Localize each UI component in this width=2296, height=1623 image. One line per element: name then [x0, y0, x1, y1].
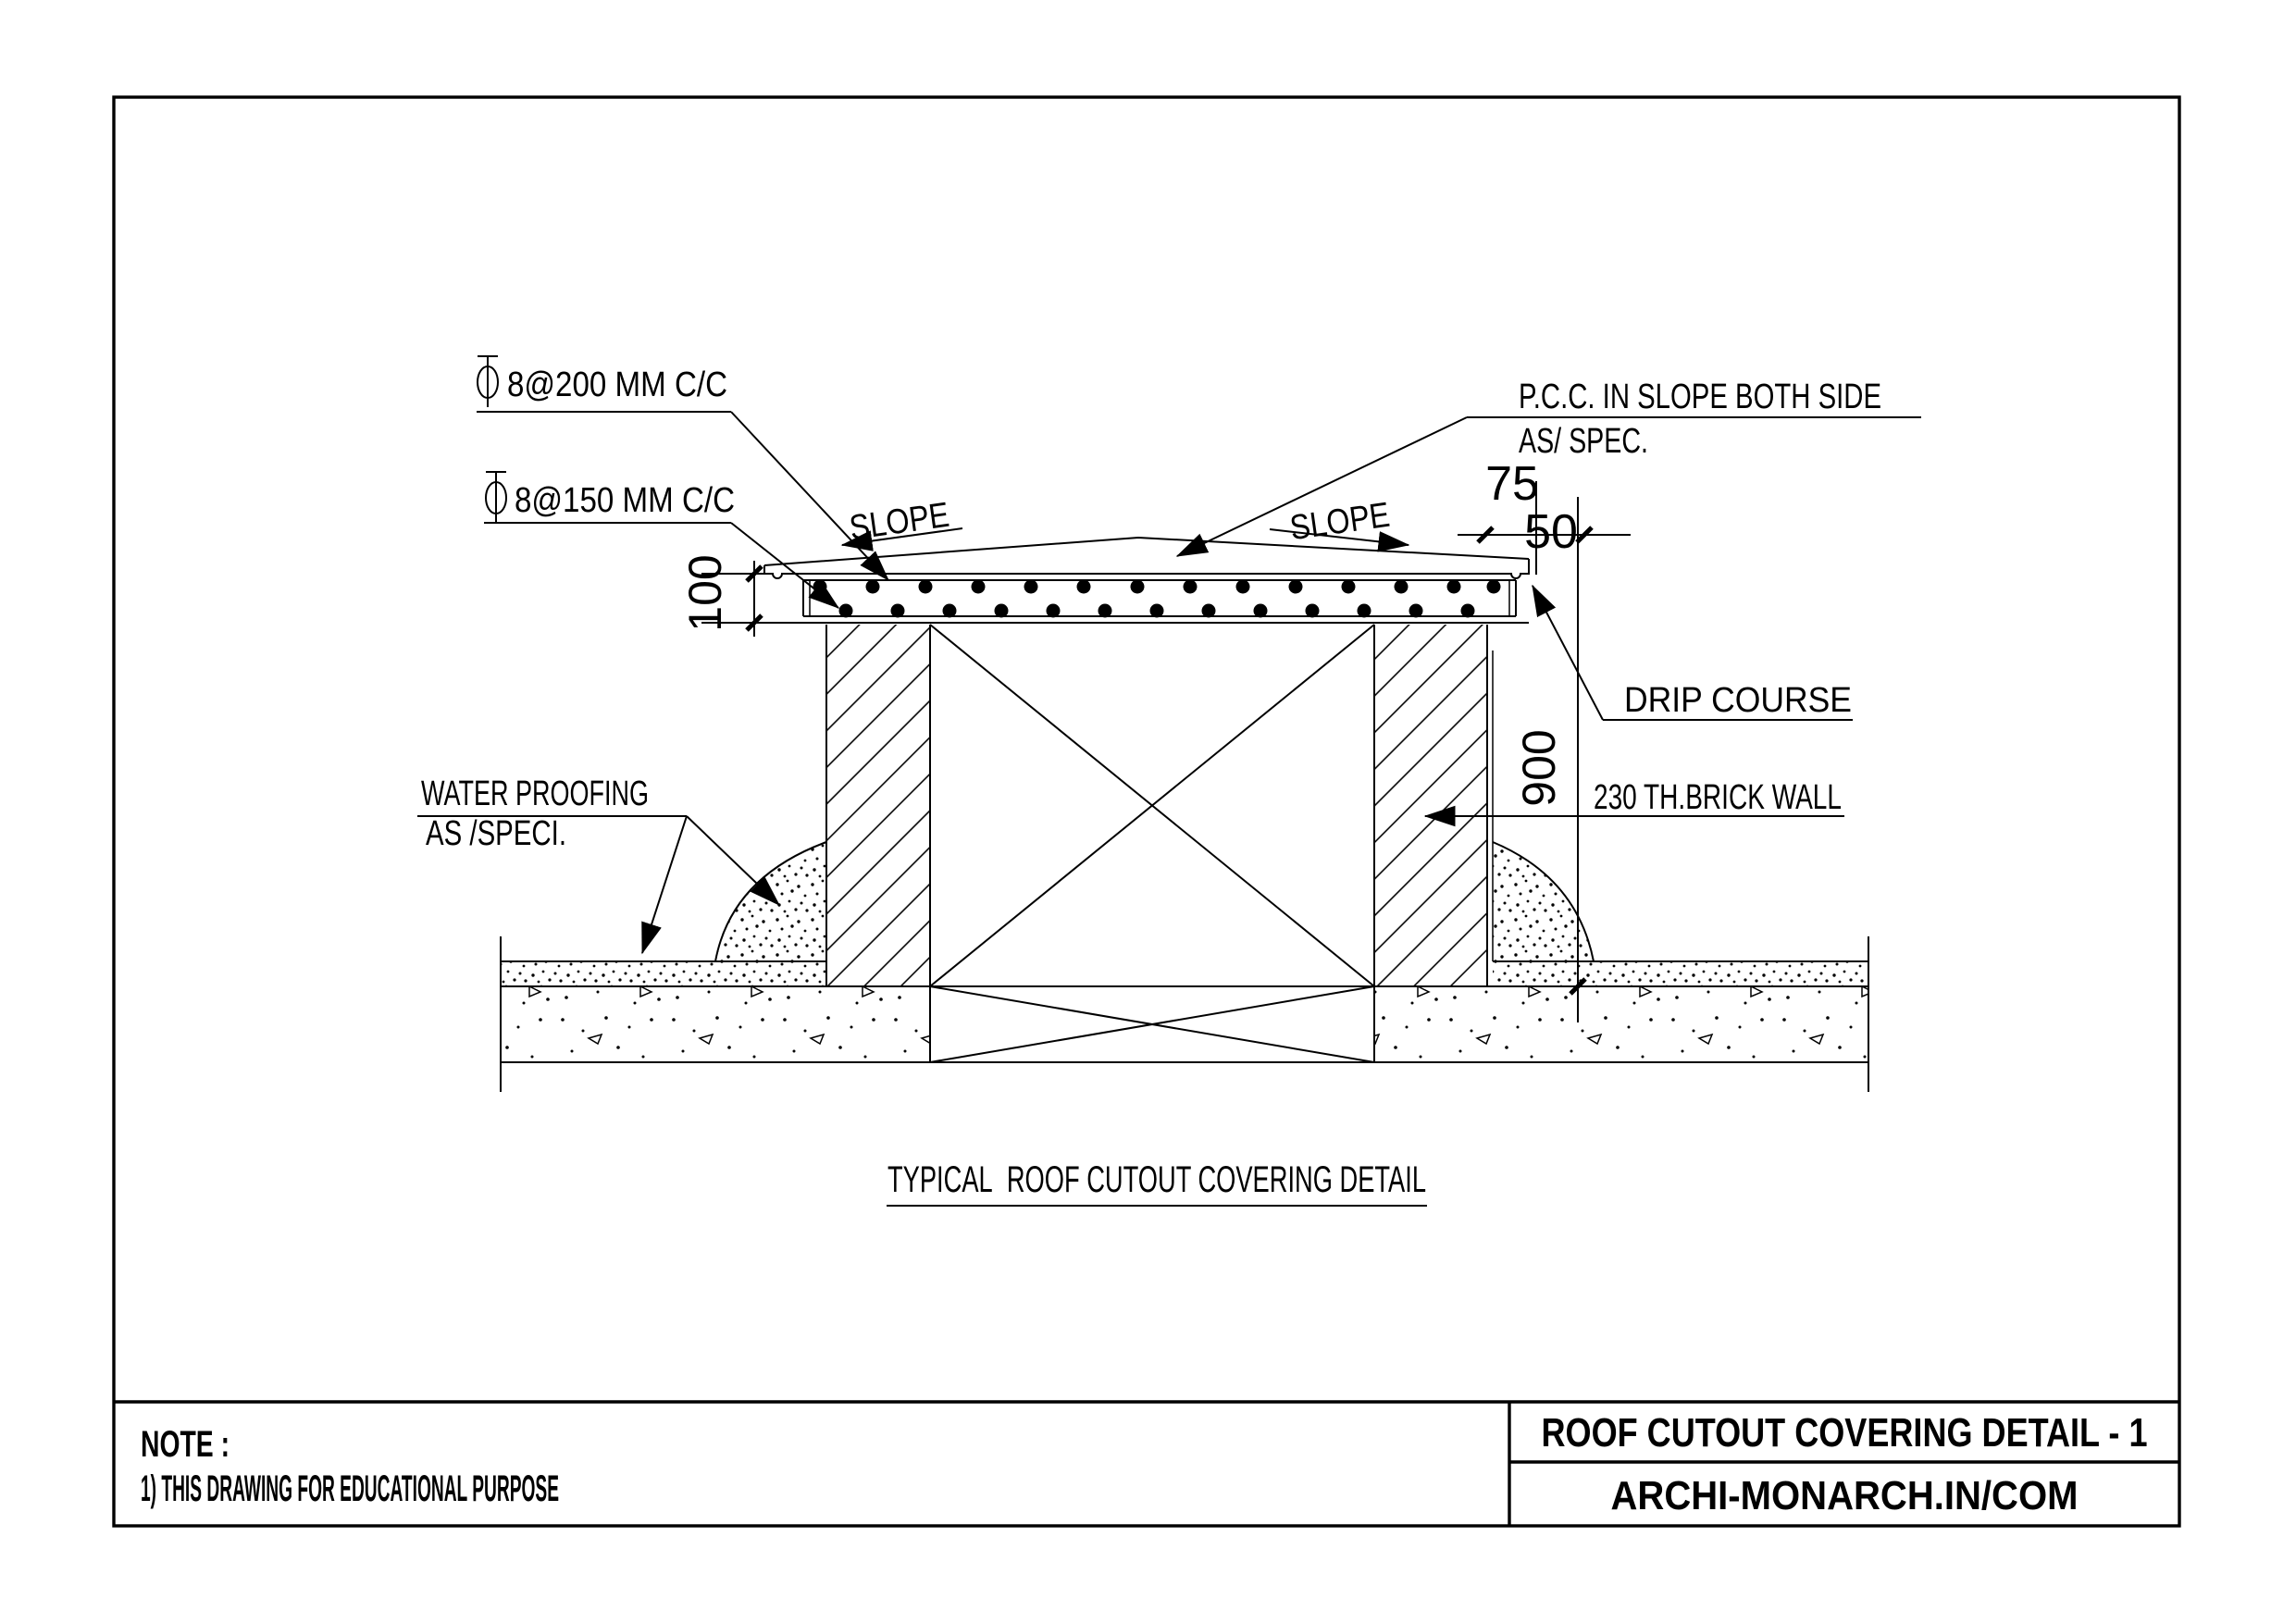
- dim-75-text: 75: [1485, 457, 1539, 511]
- rebar-label-bottom: [484, 472, 838, 608]
- rebar-dots-top: [813, 580, 1501, 594]
- left-wall-hatch: [826, 625, 930, 986]
- rebar-label-top: [477, 356, 888, 580]
- roof-slab: [701, 538, 1529, 623]
- rebar-top-label: 8@200 MM C/C: [507, 365, 727, 404]
- screed-left: [501, 962, 826, 985]
- waterproofing-text-line2: AS /SPECI.: [426, 814, 566, 853]
- concrete-left: [501, 987, 930, 1061]
- right-wall-hatch: [1374, 625, 1487, 986]
- slope-left-label: SLOPE: [847, 493, 969, 549]
- slope-left: [842, 493, 969, 549]
- slope-right-label: SLOPE: [1287, 493, 1409, 549]
- slope-right: [1270, 493, 1409, 549]
- pcc-label-line1: P.C.C. IN SLOPE BOTH SIDE: [1519, 378, 1881, 416]
- waterproofing-label: [417, 774, 779, 953]
- title-block-row1: ROOF CUTOUT COVERING DETAIL - 1: [1541, 1410, 2148, 1456]
- dim-900-text: 900: [1513, 729, 1565, 807]
- rebar-diameter-icon: [478, 356, 498, 407]
- cutout-cross: [930, 625, 1374, 1062]
- dim-100: [679, 554, 762, 637]
- slab-top-line: [701, 574, 1529, 578]
- dim-100-text: 100: [679, 554, 731, 632]
- note-block: [141, 1424, 559, 1509]
- caption-text: TYPICAL ROOF CUTOUT COVERING DETAIL: [887, 1159, 1426, 1200]
- title-block: [1542, 1410, 2148, 1518]
- waterproofing-text-line1: WATER PROOFING: [421, 774, 649, 813]
- title-block-row2: ARCHI-MONARCH.IN/COM: [1610, 1473, 2079, 1518]
- rebar-bottom-label: 8@150 MM C/C: [515, 481, 735, 520]
- screed-right: [1493, 962, 1868, 985]
- brick-wall-text: 230 TH.BRICK WALL: [1594, 778, 1842, 817]
- dim-50-text: 50: [1524, 505, 1578, 559]
- drip-course-label: [1533, 586, 1853, 720]
- note-heading: NOTE :: [141, 1424, 230, 1465]
- concrete-right: [1374, 987, 1868, 1061]
- floor-layers: [501, 936, 1868, 1092]
- note-item: 1) THIS DRAWING FOR EDUCATIONAL PURPOSE: [141, 1468, 559, 1509]
- drip-course-text: DRIP COURSE: [1624, 681, 1852, 720]
- rebar-diameter-icon: [486, 472, 506, 523]
- drawing-caption: [887, 1159, 1427, 1206]
- pcc-label-line2: AS/ SPEC.: [1519, 422, 1648, 461]
